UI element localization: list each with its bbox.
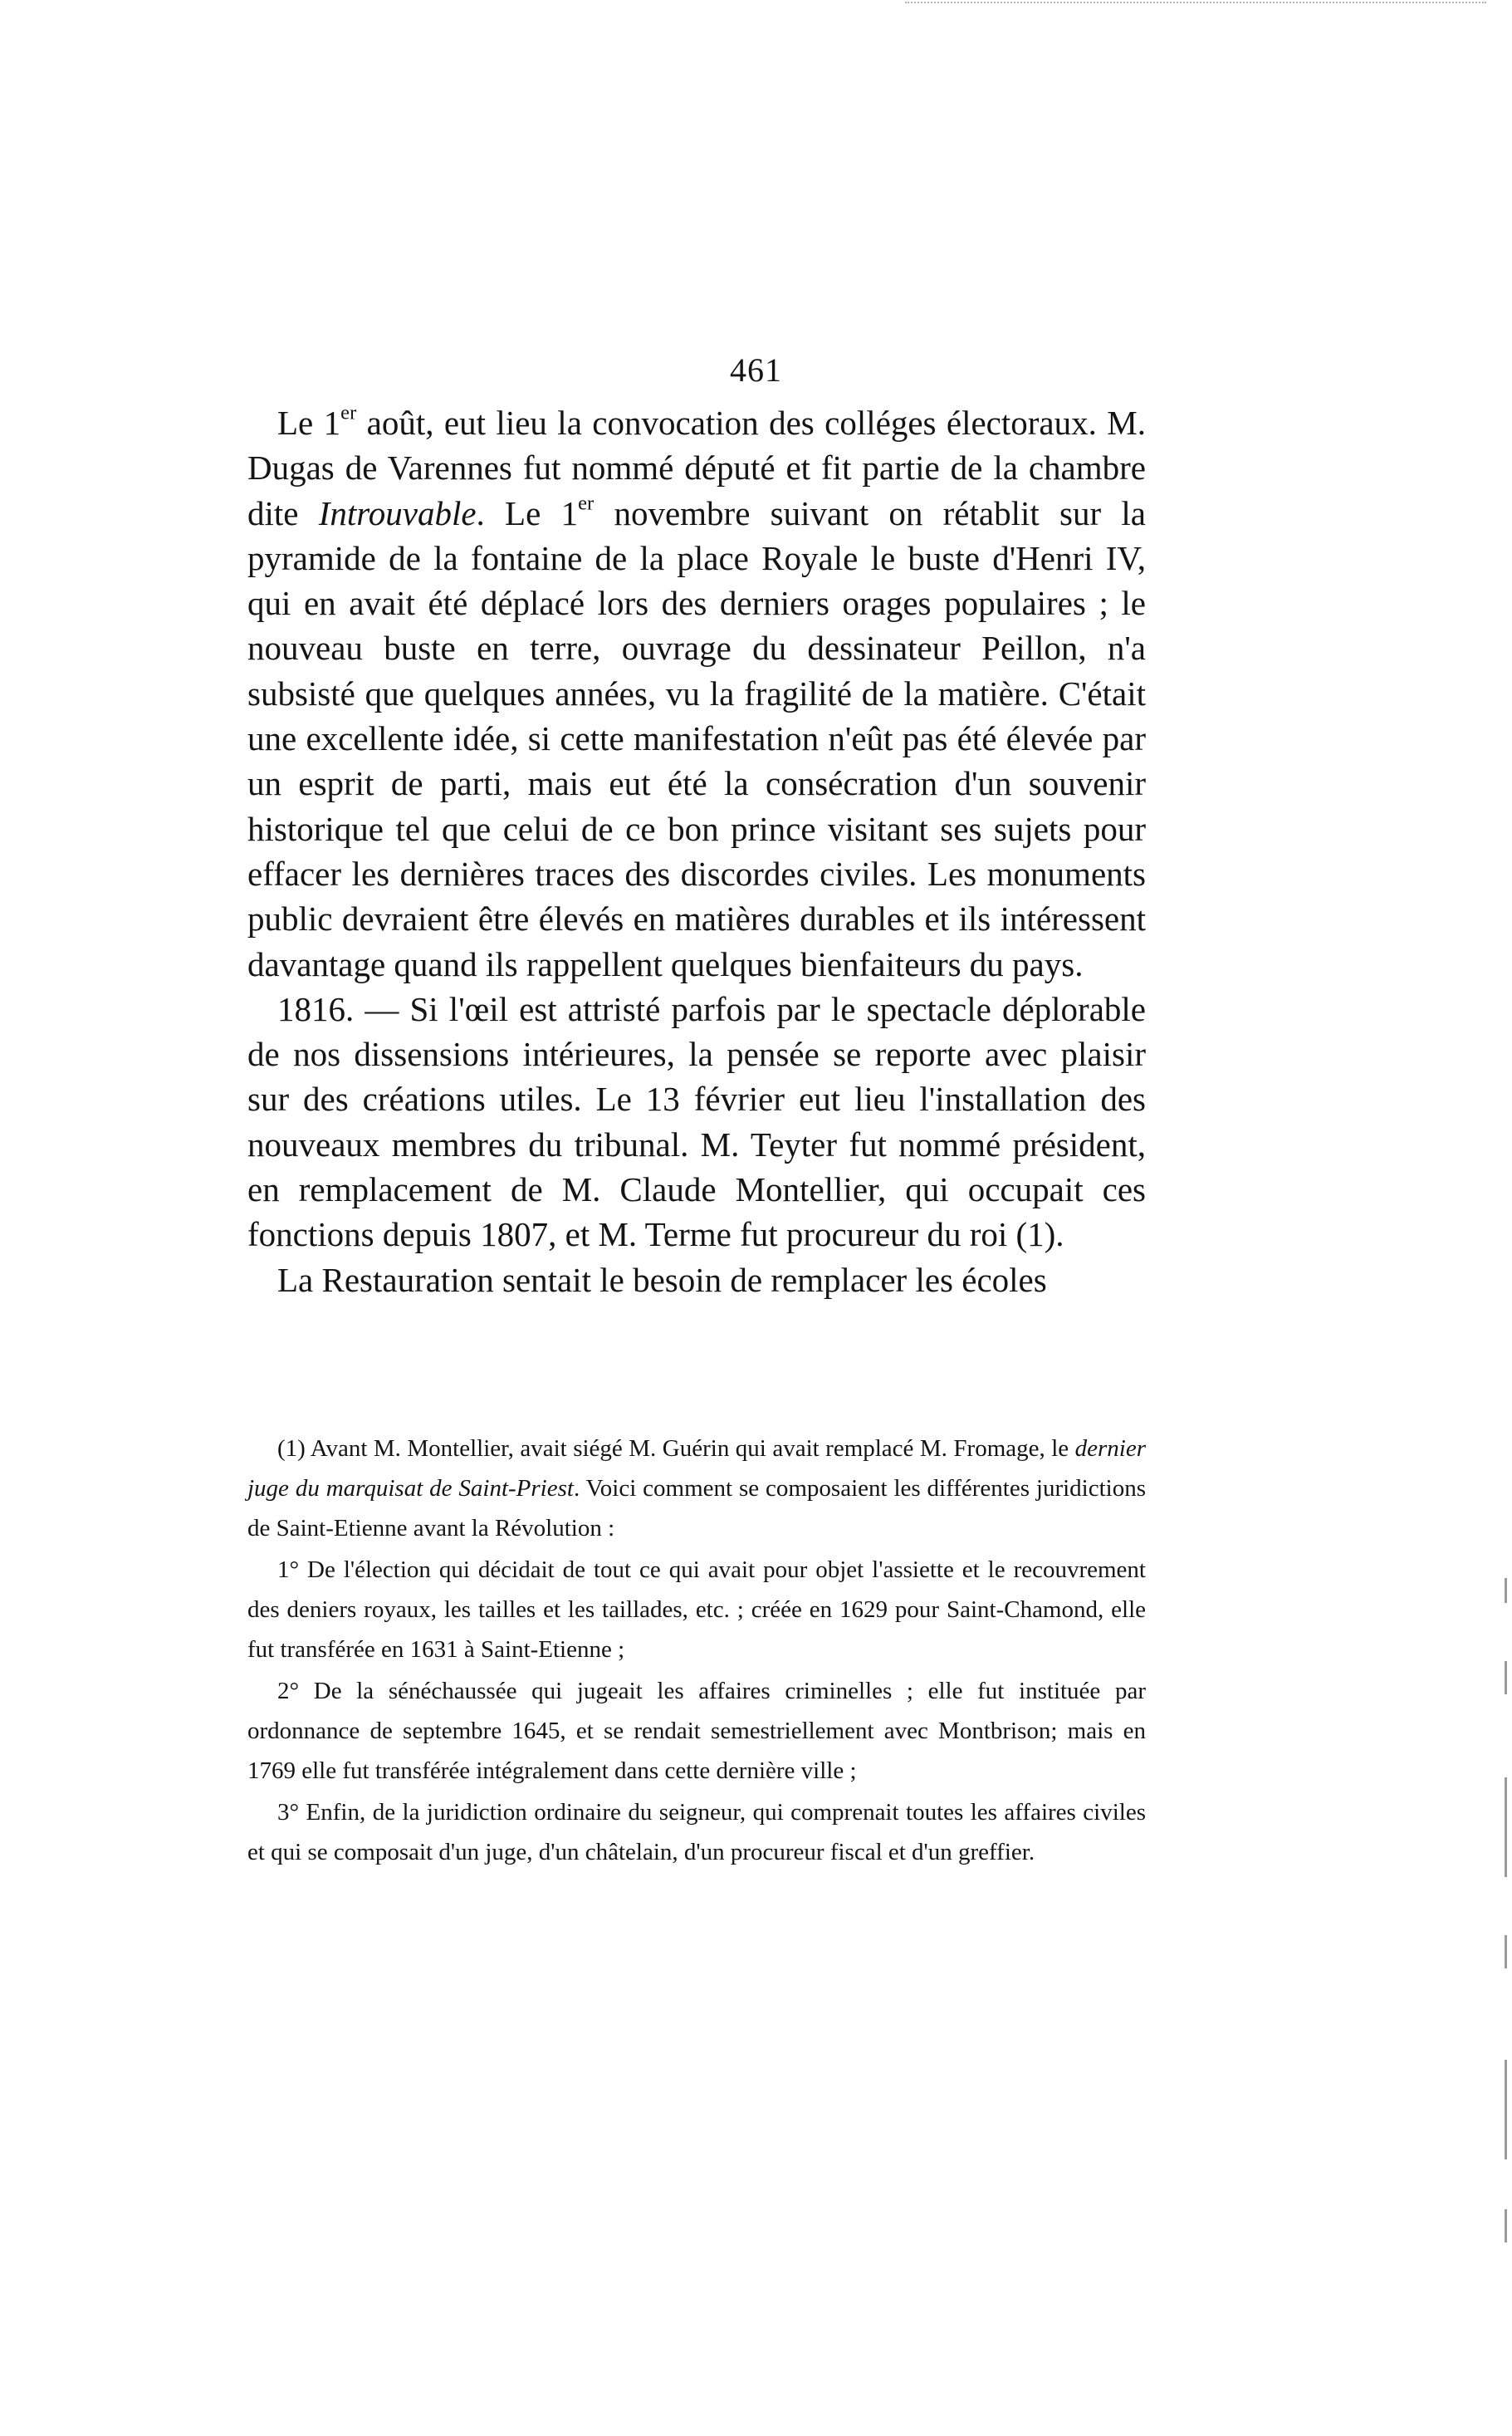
scan-edge-mark: [1505, 1578, 1507, 1603]
footnote-item-2: 2° De la sénéchaussée qui jugeait les affaires criminelles ; elle fut instituée par ordonnance de septembre 1645, et se rendait semestriellement avec Montbrison; mais en 1769 elle fut transférée intégralement dans cette dernière ville ;: [247, 1678, 1146, 1784]
scan-edge-mark: [1505, 1935, 1507, 1968]
scan-edge-mark: [1505, 1661, 1507, 1694]
paragraph-1: Le 1er août, eut lieu la convocation des colléges électoraux. M. Dugas de Varennes fut nommé député et fit partie de la chambre dite Introuvable. Le 1er novembre suivant on rétablit sur la pyramide de la fontaine de la place Royale le buste d'Henri IV, qui en avait été déplacé lors des derniers orages populaires ; le nouveau buste en terre, ouvrage du dessinateur Peillon, n'a subsisté que quelques années, vu la fragilité de la matière. C'était une excellente idée, si cette manifestation n'eût pas été élevée par un esprit de parti, mais eut été la consécration d'un souvenir historique tel que celui de ce bon prince visitant ses sujets pour effacer les dernières traces des discordes civiles. Les monuments public devraient être élevés en matières durables et ils intéressent davantage quand ils rappellent quelques bienfaiteurs du pays.: [247, 401, 1147, 983]
footnote-item-3: 3° Enfin, de la juridiction ordinaire du seigneur, qui comprenait toutes les affaires civiles et qui se composait d'un juge, d'un châtelain, d'un procureur fiscal et d'un greffier.: [247, 1799, 1146, 1865]
scan-edge-mark: [1505, 1777, 1507, 1877]
scan-edge-mark: [1505, 2209, 1507, 2242]
body-text: [247, 400, 1146, 1302]
footnotes: [247, 1429, 1146, 1874]
scan-noise-top: [905, 2, 1486, 5]
scan-edge-mark: [1505, 2060, 1507, 2159]
paragraph-3: La Restauration sentait le besoin de remplacer les écoles: [277, 1260, 1047, 1299]
paragraph-2: 1816. — Si l'œil est attristé parfois par le spectacle déplorable de nos dissensions intérieures, la pensée se reporte avec plaisir sur des créations utiles. Le 13 février eut lieu l'installation des nouveaux membres du tribunal. M. Teyter fut nommé président, en remplacement de M. Claude Montellier, qui occupait ces fonctions depuis 1807, et M. Terme fut procureur du roi (1).: [247, 989, 1146, 1254]
italic-introuvable: Introuvable: [318, 493, 477, 532]
page-number: 461: [730, 351, 782, 389]
footnote-1: (1) Avant M. Montellier, avait siégé M. Guérin qui avait remplacé M. Fromage, le dernier juge du marquisat de Saint-Priest. Voici comment se composaient les différentes juridictions de Saint-Etienne avant la Révolution :: [247, 1435, 1146, 1541]
footnote-item-1: 1° De l'élection qui décidait de tout ce qui avait pour objet l'assiette et le recouvrement des deniers royaux, les tailles et les taillades, etc. ; créée en 1629 pour Saint-Chamond, elle fut transférée en 1631 à Saint-Etienne ;: [247, 1556, 1146, 1663]
